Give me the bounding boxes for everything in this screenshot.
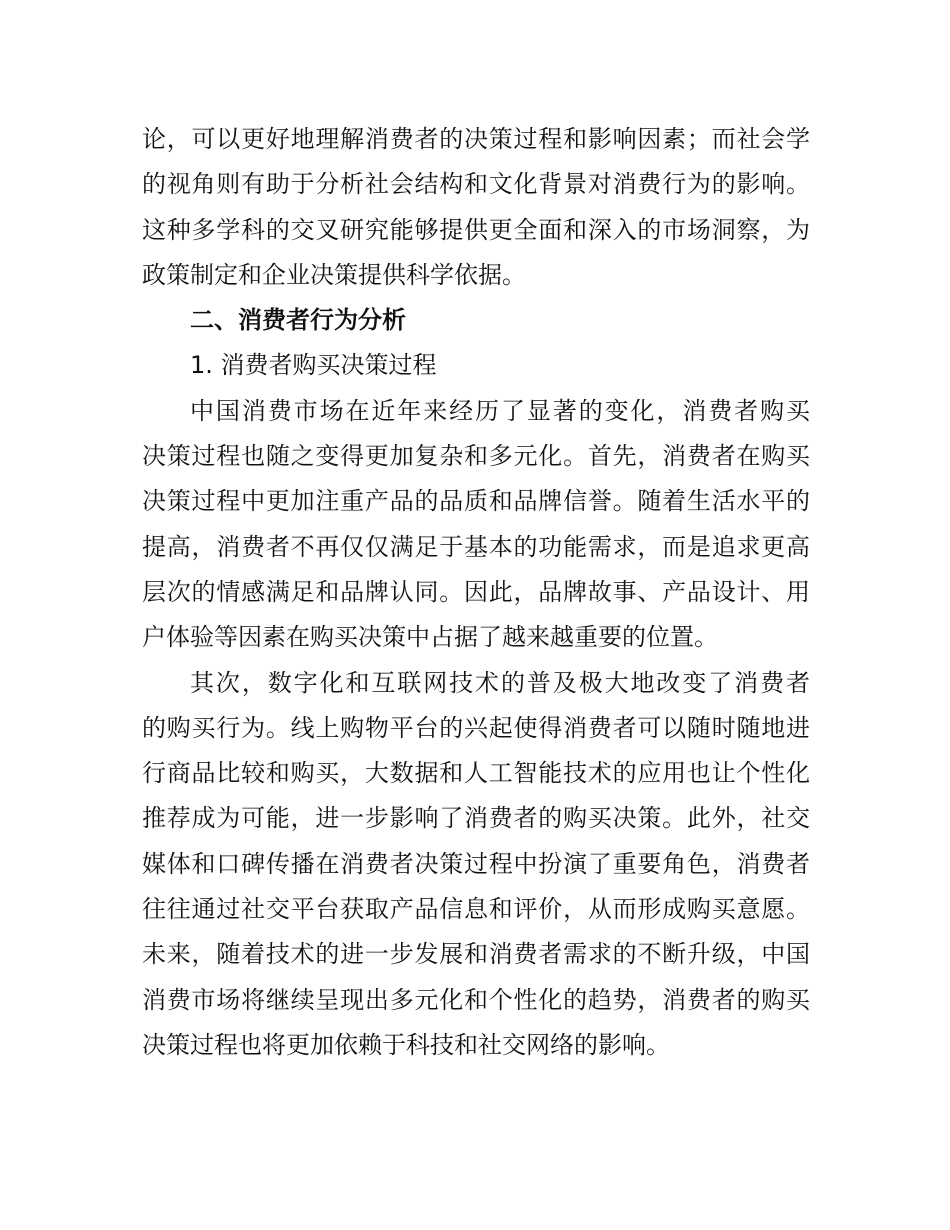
subsection-heading: 1. 消费者购买决策过程 [190,351,437,380]
paragraph-line: 决策过程也随之变得更加复杂和多元化。首先，消费者在购买 [142,442,810,471]
paragraph-line: 论，可以更好地理解消费者的决策过程和影响因素；而社会学 [142,125,810,153]
paragraph-line: 决策过程也将更加依赖于科技和社交网络的影响。 [142,1030,670,1059]
paragraph-line: 的购买行为。线上购物平台的兴起使得消费者可以随时随地进 [142,713,810,742]
paragraph-line: 中国消费市场在近年来经历了显著的变化，消费者购买 [190,396,810,425]
paragraph-1 [142,389,810,661]
paragraph-line: 决策过程中更加注重产品的品质和品牌信誉。随着生活水平的 [142,487,810,516]
paragraph-line: 消费市场将继续呈现出多元化和个性化的趋势，消费者的购买 [142,985,810,1014]
paragraph-line: 推荐成为可能，进一步影响了消费者的购买决策。此外，社交 [142,804,810,833]
paragraph-line: 政策制定和企业决策提供科学依据。 [142,260,526,289]
paragraph-line: 层次的情感满足和品牌认同。因此，品牌故事、产品设计、用 [142,577,810,606]
paragraph-line: 户体验等因素在购买决策中占据了越来越重要的位置。 [142,623,718,652]
paragraph-2 [142,661,810,1069]
paragraph-line: 媒体和口碑传播在消费者决策过程中扮演了重要角色，消费者 [142,849,810,878]
section-heading: 二、消费者行为分析 [190,306,406,335]
paragraph-line: 其次，数字化和互联网技术的普及极大地改变了消费者 [190,668,810,697]
paragraph-intro-tail [142,117,810,298]
paragraph-line: 未来，随着技术的进一步发展和消费者需求的不断升级，中国 [142,940,810,969]
paragraph-line: 行商品比较和购买，大数据和人工智能技术的应用也让个性化 [142,759,810,788]
paragraph-line: 提高，消费者不再仅仅满足于基本的功能需求，而是追求更高 [142,532,810,561]
paragraph-line: 的视角则有助于分析社会结构和文化背景对消费行为的影响。 [142,170,810,199]
paragraph-line: 这种多学科的交叉研究能够提供更全面和深入的市场洞察，为 [142,215,810,244]
paragraph-line: 往往通过社交平台获取产品信息和评价，从而形成购买意愿。 [142,895,810,924]
document-page [142,117,810,1068]
